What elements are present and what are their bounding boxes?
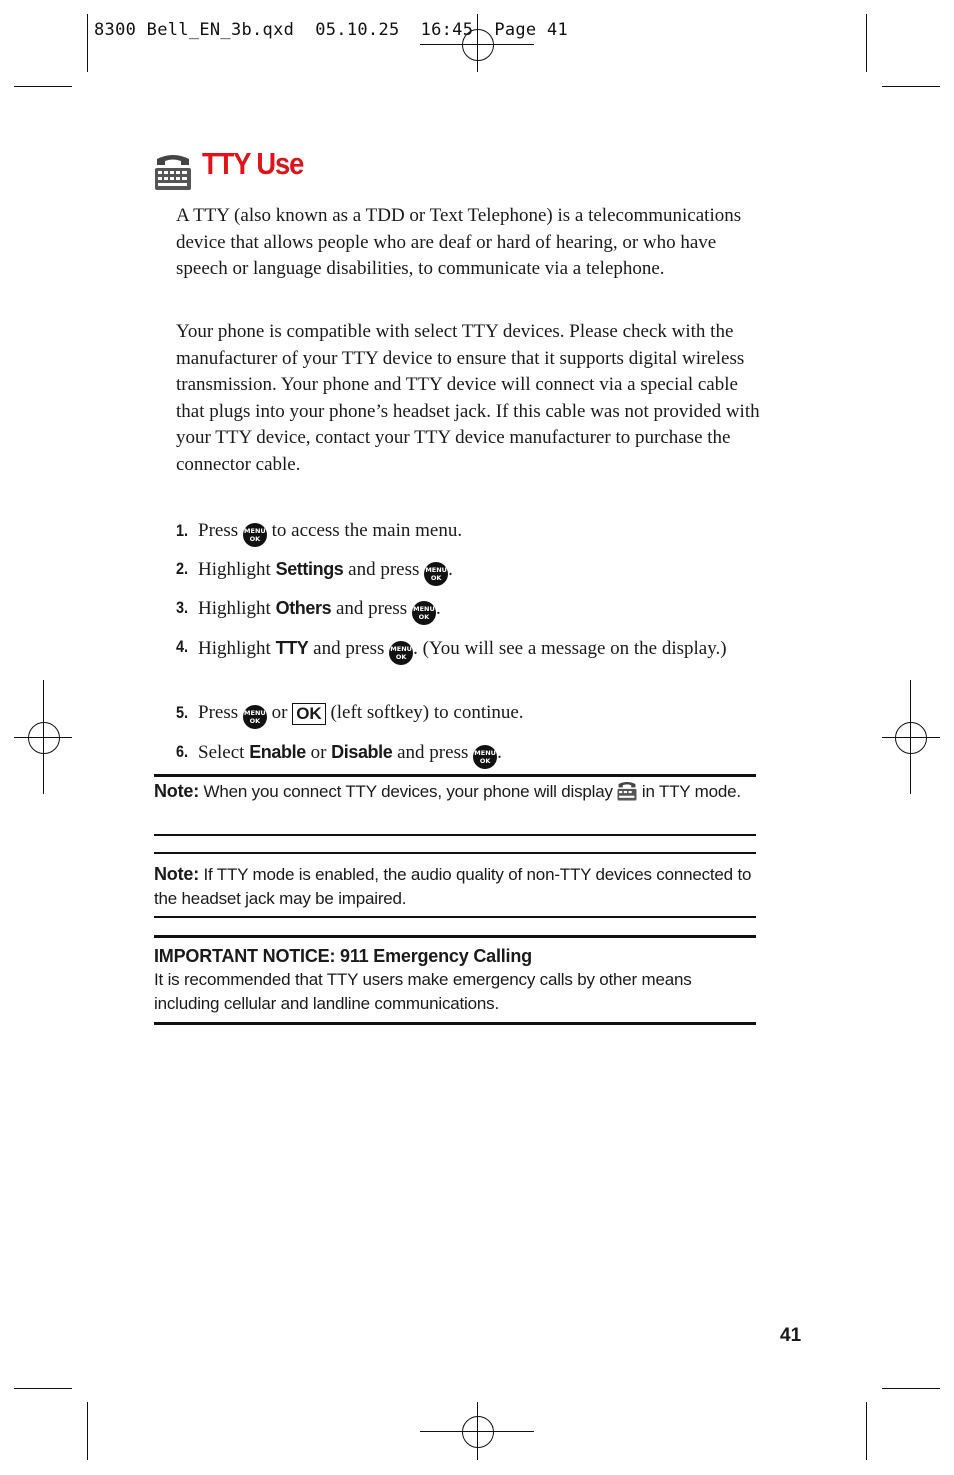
- note-label: Note:: [154, 781, 199, 801]
- step-text: Press: [198, 702, 239, 723]
- step-text: Highlight: [198, 598, 271, 619]
- step-number: 2.: [176, 559, 189, 578]
- menu-item-settings: Settings: [275, 559, 344, 579]
- divider: [154, 935, 756, 938]
- note-tty-display: [154, 779, 756, 804]
- note-label: Note:: [154, 864, 199, 884]
- step-number: 6.: [176, 742, 189, 761]
- step-text: and press: [397, 742, 469, 763]
- crop-mark: [14, 1388, 72, 1389]
- crop-mark: [87, 14, 88, 72]
- step-5: [176, 700, 766, 739]
- divider: [154, 774, 756, 777]
- menu-ok-key-icon: MENU OK: [389, 641, 413, 665]
- step-text: (left softkey) to continue.: [330, 702, 524, 723]
- crop-mark: [882, 86, 940, 87]
- step-number: 5.: [176, 703, 189, 722]
- step-text: to access the main menu.: [271, 520, 463, 541]
- notice-text: It is recommended that TTY users make emergency calls by other means including cellular and landline communications.: [154, 970, 692, 1013]
- crop-mark: [866, 1402, 867, 1460]
- page-title: TTY Use: [202, 146, 304, 181]
- step-number: 4.: [176, 637, 189, 656]
- step-text: . (You will see a message on the display.): [413, 638, 727, 659]
- intro-paragraph: A TTY (also known as a TDD or Text Telephone) is a telecommunications device that allows people who are deaf or hard of hearing, or who have speech or language disabilities, to communicate via a telephone.: [176, 205, 742, 279]
- menu-item-tty: TTY: [275, 638, 309, 658]
- step-text: and press: [313, 638, 385, 659]
- menu-ok-key-icon: MENU OK: [424, 562, 448, 586]
- divider: [154, 834, 756, 836]
- menu-ok-key-icon: MENU OK: [243, 705, 267, 729]
- step-6: [176, 739, 766, 778]
- step-4: [176, 634, 766, 700]
- divider: [154, 852, 756, 854]
- step-1: [176, 518, 766, 556]
- step-2: [176, 556, 766, 595]
- crop-mark: [866, 14, 867, 72]
- compatibility-paragraph: Your phone is compatible with select TTY devices. Please check with the manufacturer of your TTY device to ensure that it supports digital wireless transmission. Your phone and TTY device will connect via a special cable that plugs into your phone’s headset jack. If this cable was not provided with your TTY device, contact your TTY device manufacturer to purchase the connector cable.: [176, 321, 760, 475]
- print-slug: 8300 Bell_EN_3b.qxd 05.10.25 16:45 Page 41: [94, 20, 569, 40]
- option-disable: Disable: [331, 742, 393, 762]
- step-text: Highlight: [198, 638, 271, 659]
- steps-list: [176, 518, 766, 778]
- divider: [154, 916, 756, 918]
- step-text: .: [497, 742, 502, 763]
- step-text: Highlight: [198, 559, 271, 580]
- step-text: Press: [198, 520, 239, 541]
- important-notice: [154, 944, 756, 1016]
- step-number: 1.: [176, 521, 189, 540]
- note-audio-quality: [154, 862, 756, 911]
- step-text: Select: [198, 742, 245, 763]
- divider: [154, 1022, 756, 1025]
- crop-mark: [882, 1388, 940, 1389]
- menu-ok-key-icon: MENU OK: [412, 601, 436, 625]
- option-enable: Enable: [249, 742, 306, 762]
- menu-item-others: Others: [275, 598, 332, 618]
- menu-ok-key-icon: MENU OK: [473, 745, 497, 769]
- step-number: 3.: [176, 598, 189, 617]
- page-number: 41: [780, 1325, 802, 1346]
- step-text: or: [310, 742, 327, 763]
- tty-icon: [154, 153, 192, 191]
- step-3: [176, 595, 766, 634]
- step-text: .: [448, 559, 453, 580]
- notice-heading: IMPORTANT NOTICE: 911 Emergency Calling: [154, 946, 532, 966]
- note-text: When you connect TTY devices, your phone will display: [203, 782, 613, 801]
- note-text: If TTY mode is enabled, the audio quality of non-TTY devices connected to the headset jack may be impaired.: [154, 865, 752, 908]
- crop-mark: [14, 86, 72, 87]
- note-text: in TTY mode.: [641, 782, 741, 801]
- crop-mark: [87, 1402, 88, 1460]
- step-text: and press: [335, 598, 408, 619]
- step-text: and press: [348, 559, 420, 580]
- step-text: .: [435, 598, 441, 619]
- tty-icon: [617, 781, 637, 801]
- ok-softkey-icon: OK: [292, 703, 326, 725]
- menu-ok-key-icon: MENU OK: [243, 523, 267, 547]
- step-text: or: [271, 702, 288, 723]
